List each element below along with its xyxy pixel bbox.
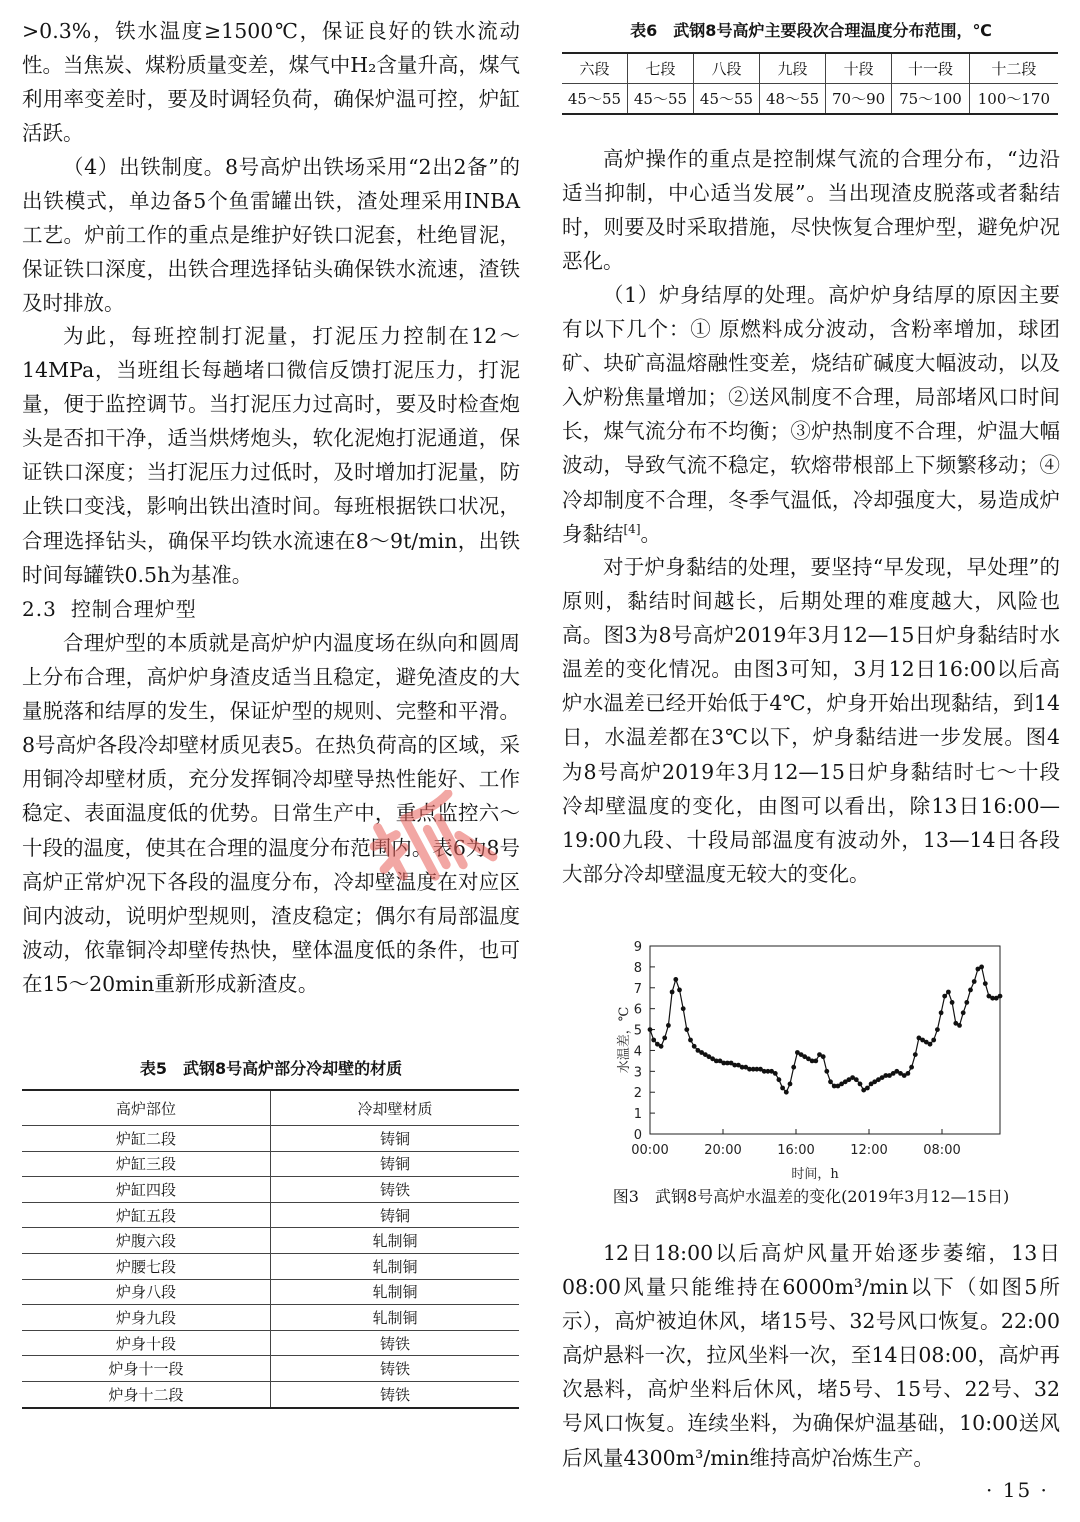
right-paragraph-2 xyxy=(562,278,1060,551)
section-heading xyxy=(22,592,197,626)
data-point xyxy=(828,1079,833,1084)
table5-cell-position: 炉缸二段 xyxy=(22,1126,271,1152)
x-axis-label: 时间，h xyxy=(791,1167,839,1182)
y-tick-label: 2 xyxy=(633,1086,642,1102)
water-temperature-difference-chart xyxy=(562,930,1060,1220)
data-point xyxy=(964,1000,969,1005)
y-tick-label: 1 xyxy=(633,1107,642,1123)
table5-cell-material: 轧制铜 xyxy=(271,1279,520,1305)
table5-cell-position: 炉腹六段 xyxy=(22,1228,271,1254)
table5-cell-material: 轧制铜 xyxy=(271,1253,520,1279)
table5-cell-position: 炉缸三段 xyxy=(22,1151,271,1177)
y-tick-label: 8 xyxy=(633,960,642,976)
data-point xyxy=(906,1071,911,1076)
table5-cell-material: 轧制铜 xyxy=(271,1305,520,1331)
x-tick-label: 08:00 xyxy=(923,1143,961,1158)
data-point xyxy=(813,1059,818,1064)
table5-header-material: 冷却壁材质 xyxy=(271,1090,520,1126)
table5-cell-position: 炉身十一段 xyxy=(22,1356,271,1382)
data-point xyxy=(648,1027,653,1032)
data-point xyxy=(928,1042,933,1047)
data-point xyxy=(784,1090,789,1095)
table5-cell-material: 铸铁 xyxy=(271,1381,520,1407)
table6-value-cell: 45～55 xyxy=(562,84,627,115)
data-point xyxy=(791,1065,796,1070)
table6-value-row xyxy=(562,84,1058,115)
table6-header-cell: 六段 xyxy=(562,53,627,84)
data-point xyxy=(788,1082,793,1087)
data-point xyxy=(677,988,682,993)
data-point xyxy=(780,1086,785,1091)
y-tick-label: 5 xyxy=(633,1023,642,1039)
data-point xyxy=(651,1038,656,1043)
right-paragraph-2-end: 。 xyxy=(640,521,661,546)
table5-row xyxy=(22,1177,519,1203)
table5-cell-material: 铸铁 xyxy=(271,1356,520,1382)
y-tick-label: 9 xyxy=(633,940,642,955)
x-tick-label: 20:00 xyxy=(704,1143,742,1158)
section-title: 控制合理炉型 xyxy=(70,597,197,621)
data-point xyxy=(979,965,984,970)
data-point xyxy=(935,1027,940,1032)
section-number: 2.3 xyxy=(22,597,57,621)
table5-row xyxy=(22,1305,519,1331)
data-point xyxy=(858,1082,863,1087)
x-tick-label: 00:00 xyxy=(631,1143,669,1158)
left-paragraph-3: 为此，每班控制打泥量，打泥压力控制在12～14MPa，当班组长每趟堵口微信反馈打泥压力，打泥量，便于监控调节。当打泥压力过高时，要及时检查炮头是否扣干净，适当烘烤炮头，软化泥炮打泥通道，保证铁口深度；当打泥压力过低时，及时增加打泥量，防止铁口变浅，影响出铁出渣时间。每班根据铁口状况，合理选择钻头，确保平均铁水流速在8～9t/min，出铁时间每罐铁0.5h为基准。 xyxy=(22,324,520,587)
x-tick-label: 12:00 xyxy=(850,1143,888,1158)
table6-title: 表6 武钢8号高炉主要段次合理温度分布范围，℃ xyxy=(630,21,992,40)
data-point xyxy=(824,1069,829,1074)
data-point xyxy=(688,1038,693,1043)
table5-cell-material: 轧制铜 xyxy=(271,1228,520,1254)
data-point xyxy=(773,1071,778,1076)
table5-cell-position: 炉缸五段 xyxy=(22,1202,271,1228)
data-point xyxy=(681,1006,686,1011)
table5-row xyxy=(22,1151,519,1177)
left-paragraph-1: >0.3%，铁水温度≥1500℃，保证良好的铁水流动性。当焦炭、煤粉质量变差，煤气中H₂含量升高，煤气利用率变差时，要及时调轻负荷，确保炉温可控，炉缸活跃。 xyxy=(22,19,520,146)
table6-header-cell: 十一段 xyxy=(892,53,970,84)
data-point xyxy=(865,1086,870,1091)
data-point xyxy=(662,1036,667,1041)
plot-frame xyxy=(650,946,1000,1134)
table5-cell-position: 炉身九段 xyxy=(22,1305,271,1331)
right-paragraph-4: 12日18:00以后高炉风量开始逐步萎缩，13日08:00风量只能维持在6000m³/min以下（如图5所示），高炉被迫休风，堵15号、32号风口恢复。22:00高炉悬料一次，拉风坐料一次，至14日08:00，高炉再次悬料，高炉坐料后休风，堵5号、15号、22号、32号风口恢复。连续坐料，为确保炉温基础，10:00送风后风量4300m³/min维持高炉冶炼生产。 xyxy=(562,1241,1060,1470)
data-point xyxy=(821,1054,826,1059)
y-axis-label: 水温差，℃ xyxy=(617,1006,632,1074)
table6-value-cell: 45～55 xyxy=(627,84,693,115)
page-number: · 15 · xyxy=(986,1478,1049,1502)
data-point xyxy=(931,1038,936,1043)
table6 xyxy=(562,52,1058,115)
data-point xyxy=(673,977,678,982)
table5-cell-material: 铸铁 xyxy=(271,1330,520,1356)
table5-row xyxy=(22,1126,519,1152)
data-point xyxy=(950,1000,955,1005)
table6-header-cell: 九段 xyxy=(760,53,826,84)
series-line xyxy=(650,967,1000,1092)
table6-header-cell: 七段 xyxy=(627,53,693,84)
table5-cell-material: 铸铁 xyxy=(271,1177,520,1203)
table6-value-cell: 48～55 xyxy=(760,84,826,115)
table5-cell-material: 铸铜 xyxy=(271,1126,520,1152)
figure3-caption: 图3 武钢8号高炉水温差的变化(2019年3月12—15日) xyxy=(612,1187,1010,1206)
data-point xyxy=(659,1044,664,1049)
table6-value-cell: 45～55 xyxy=(693,84,759,115)
table5-row xyxy=(22,1356,519,1382)
data-point xyxy=(692,1044,697,1049)
table6-value-cell: 70～90 xyxy=(826,84,892,115)
table6-header-cell: 八段 xyxy=(693,53,759,84)
y-tick-label: 3 xyxy=(633,1065,642,1081)
left-paragraph-4: 合理炉型的本质就是高炉炉内温度场在纵向和圆周上分布合理，高炉炉身渣皮适当且稳定，避免渣皮的大量脱落和结厚的发生，保证炉型的规则、完整和平滑。8号高炉各段冷却壁材质见表5。在热负荷高的区域，采用铜冷却壁材质，充分发挥铜冷却壁导热性能好、工作稳定、表面温度低的优势。日常生产中，重点监控六～十段的温度，使其在合理的温度分布范围内。表6为8号高炉正常炉况下各段的温度分布，冷却壁温度在对应区间内波动，说明炉型规则，渣皮稳定；偶尔有局部温度波动，依靠铜冷却壁传热快，壁体温度低的条件，也可在15～20min重新形成新渣皮。 xyxy=(22,631,520,996)
table5-row xyxy=(22,1381,519,1407)
data-point xyxy=(998,994,1003,999)
table5-cell-position: 炉身十段 xyxy=(22,1330,271,1356)
table5 xyxy=(22,1089,519,1409)
table5-row xyxy=(22,1330,519,1356)
watermark-stamp-icon xyxy=(360,790,500,900)
table5-body xyxy=(22,1126,519,1408)
y-tick-label: 6 xyxy=(633,1002,642,1018)
table5-cell-position: 炉身八段 xyxy=(22,1279,271,1305)
data-point xyxy=(670,990,675,995)
table6-value-cell: 100～170 xyxy=(969,84,1058,115)
data-point xyxy=(942,994,947,999)
y-tick-label: 7 xyxy=(633,981,642,997)
y-tick-label: 0 xyxy=(633,1128,642,1143)
table5-header-position: 高炉部位 xyxy=(22,1090,271,1126)
table5-row xyxy=(22,1228,519,1254)
right-paragraph-2-text: （1）炉身结厚的处理。高炉炉身结厚的原因主要有以下几个：① 原燃料成分波动，含粉率增加，球团矿、块矿高温熔融性变差，烧结矿碱度大幅波动，以及入炉粉焦量增加；②送风制度不合理，局部堵风口时间长，煤气流分布不均衡；③炉热制度不合理，炉温大幅波动，导致气流不稳定，软熔带根部上下频繁移动；④冷却制度不合理，冬季气温低，冷却强度大，易造成炉身黏结 xyxy=(562,283,1060,546)
data-point xyxy=(777,1077,782,1082)
table5-row xyxy=(22,1279,519,1305)
data-point xyxy=(946,990,951,995)
table6-header-row xyxy=(562,53,1058,84)
data-point xyxy=(913,1052,918,1057)
data-point xyxy=(972,979,977,984)
table5-cell-position: 炉身十二段 xyxy=(22,1381,271,1407)
table5-cell-material: 铸铜 xyxy=(271,1151,520,1177)
y-tick-label: 4 xyxy=(633,1044,642,1060)
right-paragraph-1: 高炉操作的重点是控制煤气流的合理分布，“边沿适当抑制，中心适当发展”。当出现渣皮脱落或者黏结时，则要及时采取措施，尽快恢复合理炉型，避免炉况恶化。 xyxy=(562,147,1060,274)
data-point xyxy=(968,988,973,993)
table5-cell-position: 炉腰七段 xyxy=(22,1253,271,1279)
right-paragraph-3: 对于炉身黏结的处理，要坚持“早发现，早处理”的原则，黏结时间越长，后期处理的难度越大，风险也高。图3为8号高炉2019年3月12—15日炉身黏结时水温差的变化情况。由图3可知，3月12日16:00以后高炉水温差已经开始低于4℃，炉身开始出现黏结，到14日，水温差都在3℃以下，炉身黏结进一步发展。图4为8号高炉2019年3月12—15日炉身黏结时七～十段冷却壁温度的变化，由图可以看出，除13日16:00—19:00九段、十段局部温度有波动外，13—14日各段大部分冷却壁温度无较大的变化。 xyxy=(562,555,1060,886)
table6-header-cell: 十段 xyxy=(826,53,892,84)
data-point xyxy=(957,1023,962,1028)
data-point xyxy=(909,1065,914,1070)
x-tick-label: 16:00 xyxy=(777,1143,815,1158)
citation-ref: [4] xyxy=(623,521,641,536)
data-point xyxy=(854,1077,859,1082)
table5-header-row xyxy=(22,1090,519,1126)
data-point xyxy=(961,1010,966,1015)
table6-header-cell: 十二段 xyxy=(969,53,1058,84)
left-paragraph-2: （4）出铁制度。8号高炉出铁场采用“2出2备”的出铁模式，单边备5个鱼雷罐出铁，渣处理采用INBA工艺。炉前工作的重点是维护好铁口泥套，杜绝冒泥，保证铁口深度，出铁合理选择钻头确保铁水流速，渣铁及时排放。 xyxy=(22,155,520,316)
data-point xyxy=(983,981,988,986)
data-point xyxy=(666,1023,671,1028)
data-point xyxy=(939,1010,944,1015)
table5-row xyxy=(22,1253,519,1279)
data-point xyxy=(684,1027,689,1032)
table5-cell-position: 炉缸四段 xyxy=(22,1177,271,1203)
table5-title: 表5 武钢8号高炉部分冷却壁的材质 xyxy=(139,1059,403,1078)
table5-cell-material: 铸铜 xyxy=(271,1202,520,1228)
table6-value-cell: 75～100 xyxy=(892,84,970,115)
table5-row xyxy=(22,1202,519,1228)
